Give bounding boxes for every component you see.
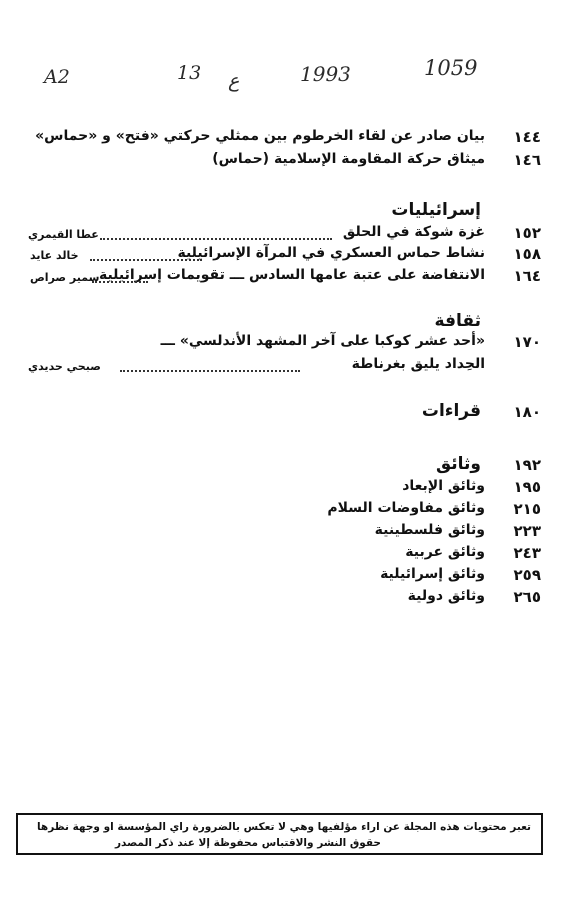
notice-line-rights: حقوق النشر والاقتباس محفوظة إلا عند ذكر المصدر	[114, 837, 381, 849]
handwritten-mark-ain: ع	[228, 70, 240, 92]
toc-entry-title: وثائق فلسطينية	[374, 522, 485, 538]
copyright-notice-box	[16, 813, 543, 855]
toc-entry-title: نشاط حماس العسكري في المرآة الإسرائيلية	[177, 245, 485, 261]
section-heading-wathaiq: وثائق	[435, 454, 481, 474]
dot-leader	[90, 259, 202, 261]
toc-entry-title: وثائق الإبعاد	[402, 478, 485, 494]
toc-page-number: ٢٥٩	[513, 566, 541, 584]
handwritten-year: 1993	[300, 62, 351, 86]
toc-entry-author: صبحي حديدي	[28, 360, 101, 373]
toc-page-number: ١٩٢	[513, 456, 541, 474]
dot-leader	[92, 281, 148, 283]
toc-entry-title: الانتفاضة على عتبة عامها السادس ـــ تقويمات إسرائيلية	[98, 267, 485, 283]
toc-entry-title: وثائق إسرائيلية	[380, 566, 485, 582]
handwritten-mark-13: 13	[177, 62, 202, 84]
dot-leader	[100, 238, 332, 240]
handwritten-number: 1059	[424, 56, 478, 80]
toc-page-number: ١٥٢	[513, 224, 541, 242]
toc-page-number: ٢٦٥	[513, 588, 541, 606]
notice-line-opinions: تعبر محتويات هذه المجلة عن اراء مؤلفيها وهي لا تعكس بالضرورة راي المؤسسة او وجهة نظرها	[36, 821, 531, 833]
toc-entry-author: عطا القيمري	[28, 228, 99, 241]
toc-page-number: ٢١٥	[513, 500, 541, 518]
section-heading-qiraat: قراءات	[421, 401, 481, 421]
toc-page-number: ١٦٤	[513, 267, 541, 285]
toc-page-number: ١٤٦	[513, 151, 541, 169]
toc-page-number: ١٤٤	[513, 128, 541, 146]
toc-page-number: ٢٤٣	[513, 544, 541, 562]
toc-entry-title: وثائق عربية	[405, 544, 485, 560]
toc-entry-title: وثائق مفاوضات السلام	[327, 500, 485, 516]
toc-entry-title: ميثاق حركة المقاومة الإسلامية (حماس)	[212, 151, 485, 167]
toc-page-number: ١٧٠	[513, 333, 541, 351]
toc-entry-author: سمير صراص	[30, 271, 100, 284]
toc-entry-author: خالد عايد	[30, 249, 79, 262]
toc-page-number: ١٩٥	[513, 478, 541, 496]
dot-leader	[120, 370, 300, 372]
toc-entry-title-continued: الحِداد يليق بغرناطة	[351, 356, 485, 372]
section-heading-israeliyat: إسرائيليات	[391, 200, 481, 220]
toc-page-number: ١٨٠	[513, 403, 541, 421]
toc-page-number: ١٥٨	[513, 245, 541, 263]
toc-entry-title: بيان صادر عن لقاء الخرطوم بين ممثلي حركتي «فتح» و «حماس»	[35, 128, 485, 144]
toc-page-number: ٢٢٣	[513, 522, 541, 540]
section-heading-thaqafa: ثقافة	[434, 311, 481, 331]
toc-entry-title: «أحد عشر كوكبا على آخر المشهد الأندلسي» ـــ	[160, 333, 485, 349]
toc-entry-title: غزة شوكة في الحلق	[342, 224, 485, 240]
toc-entry-title: وثائق دولية	[407, 588, 485, 604]
handwritten-mark-a2: A2	[44, 66, 70, 88]
